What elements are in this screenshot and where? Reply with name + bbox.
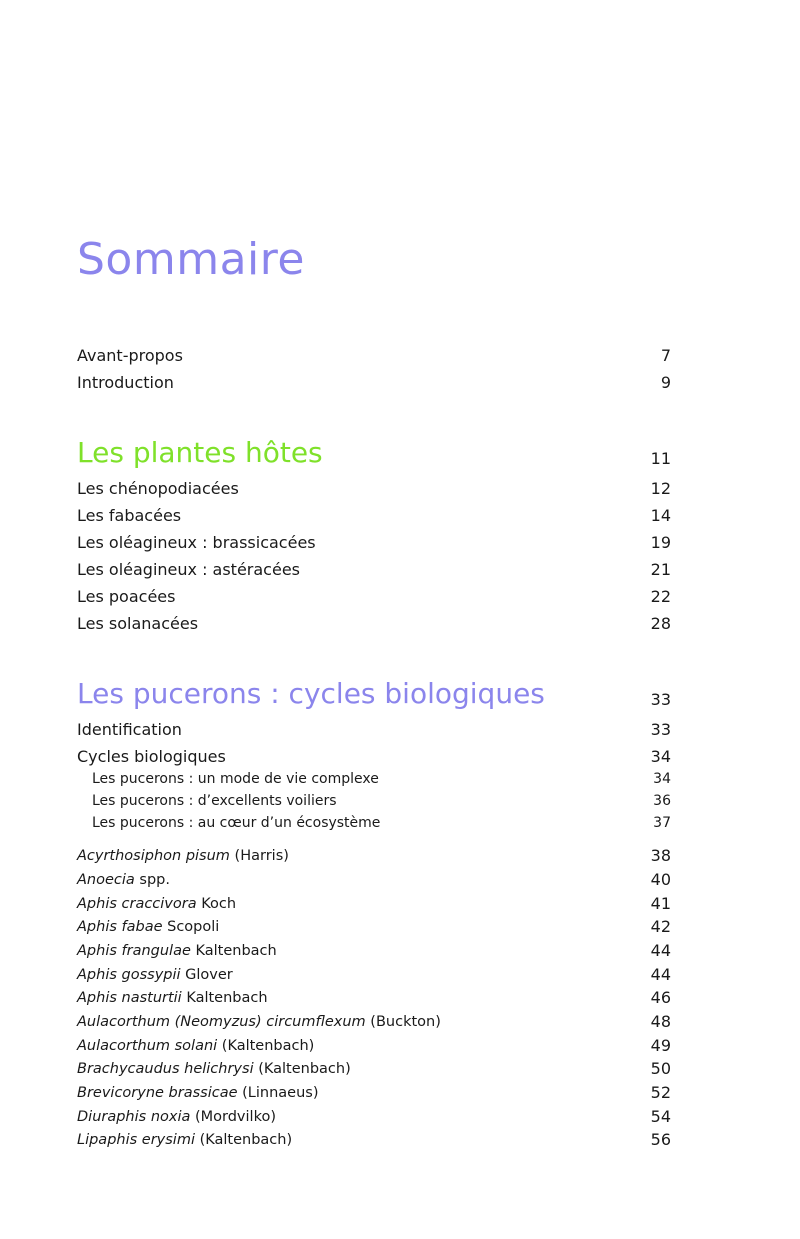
toc-species-entry[interactable] [77, 1058, 671, 1082]
toc-entry[interactable] [77, 344, 671, 368]
toc-entry[interactable] [77, 477, 671, 501]
toc-entry-label: Cycles biologiques [77, 747, 226, 766]
toc-subentry[interactable] [77, 812, 671, 836]
toc-species-entry[interactable] [77, 916, 671, 940]
toc-entry[interactable] [77, 612, 671, 636]
toc-entry-page: 40 [650, 870, 671, 889]
species-name: Aphis fabae [77, 919, 163, 935]
species-author: (Kaltenbach) [217, 1038, 315, 1054]
toc-entry-label: Les chénopodiacées [77, 479, 239, 498]
section-heading-pucerons[interactable] [77, 674, 671, 714]
species-name: Aphis gossypii [77, 967, 181, 983]
toc-entry-label: Introduction [77, 373, 174, 392]
species-name: Aphis craccivora [77, 896, 197, 912]
toc-entry-label: Les poacées [77, 587, 176, 606]
toc-subentry-label: Les pucerons : d’excellents voiliers [92, 793, 337, 809]
species-author: Scopoli [162, 919, 220, 935]
section-page: 11 [650, 449, 671, 468]
toc-entry[interactable] [77, 558, 671, 582]
toc-species-entry[interactable] [77, 845, 671, 869]
toc-subentry-page: 36 [653, 793, 671, 809]
toc-entry-label: Identification [77, 720, 182, 739]
toc-entry-page: 33 [650, 720, 671, 739]
species-author: (Mordvilko) [190, 1109, 276, 1125]
species-name: Aphis nasturtii [77, 990, 182, 1006]
toc-entry[interactable] [77, 531, 671, 555]
toc-species-entry[interactable] [77, 987, 671, 1011]
species-name: Acyrthosiphon pisum [77, 848, 230, 864]
species-author: (Kaltenbach) [194, 1132, 293, 1148]
toc-entry-label: Les oléagineux : astéracées [77, 560, 300, 579]
section-title: Les pucerons : cycles biologiques [77, 677, 545, 710]
toc-species-entry[interactable] [77, 1129, 671, 1153]
toc-subentry-page: 37 [653, 815, 671, 831]
species-author: (Buckton) [365, 1014, 441, 1030]
toc-entry-page: 46 [650, 988, 671, 1007]
toc-entry-label: Avant-propos [77, 346, 183, 365]
toc-entry-page: 34 [650, 747, 671, 766]
species-author: (Kaltenbach) [253, 1061, 351, 1077]
toc-species-entry[interactable] [77, 940, 671, 964]
toc-entry-page: 48 [650, 1012, 671, 1031]
toc-entry-page: 12 [650, 479, 671, 498]
toc-species-entry[interactable] [77, 964, 671, 988]
species-author: (Linnaeus) [237, 1085, 319, 1101]
toc-subentry-label: Les pucerons : un mode de vie complexe [92, 771, 379, 787]
toc-entry-page: 44 [650, 965, 671, 984]
species-name: Aulacorthum solani [77, 1038, 218, 1054]
toc-entry[interactable] [77, 371, 671, 395]
toc-entry-page: 50 [650, 1059, 671, 1078]
species-author: spp. [134, 872, 170, 888]
toc-entry[interactable] [77, 504, 671, 528]
toc-entry-page: 56 [650, 1130, 671, 1149]
toc-entry-page: 19 [650, 533, 671, 552]
toc-entry-page: 7 [660, 346, 671, 365]
toc-entry-page: 21 [650, 560, 671, 579]
toc-entry-page: 44 [650, 941, 671, 960]
toc-species-entry[interactable] [77, 1035, 671, 1059]
toc-species-entry[interactable] [77, 869, 671, 893]
toc-entry-label: Les fabacées [77, 506, 182, 525]
species-author: (Harris) [229, 848, 289, 864]
toc-species-entry[interactable] [77, 893, 671, 917]
toc-entry-page: 38 [650, 846, 671, 865]
species-author: Glover [180, 967, 233, 983]
toc-entry-page: 41 [650, 894, 671, 913]
toc-entry-page: 54 [650, 1107, 671, 1126]
toc-entry-page: 42 [650, 917, 671, 936]
species-name: Aphis frangulae [77, 943, 191, 959]
toc-entry-page: 14 [650, 506, 671, 525]
page-title: Sommaire [77, 234, 305, 285]
toc-species-entry[interactable] [77, 1106, 671, 1130]
toc-entry-label: Les oléagineux : brassicacées [77, 533, 316, 552]
toc-subentry[interactable] [77, 768, 671, 792]
toc-entry-page: 49 [650, 1036, 671, 1055]
toc-subentry-label: Les pucerons : au cœur d’un écosystème [92, 815, 381, 831]
toc-entry[interactable] [77, 745, 671, 769]
species-author: Kaltenbach [181, 990, 268, 1006]
species-name: Aulacorthum (Neomyzus) circumflexum [77, 1014, 366, 1030]
toc-species-entry[interactable] [77, 1011, 671, 1035]
toc-entry-page: 52 [650, 1083, 671, 1102]
toc-subentry-page: 34 [653, 771, 671, 787]
species-name: Brevicoryne brassicae [77, 1085, 238, 1101]
section-title: Les plantes hôtes [77, 436, 323, 469]
toc-entry[interactable] [77, 718, 671, 742]
species-name: Lipaphis erysimi [77, 1132, 195, 1148]
species-author: Koch [196, 896, 237, 912]
toc-entry-label: Les solanacées [77, 614, 199, 633]
toc-subentry[interactable] [77, 790, 671, 814]
toc-entry-page: 22 [650, 587, 671, 606]
toc-entry-page: 28 [650, 614, 671, 633]
species-name: Diuraphis noxia [77, 1109, 191, 1125]
species-name: Brachycaudus helichrysi [77, 1061, 254, 1077]
toc-entry-page: 9 [660, 373, 671, 392]
toc-entry[interactable] [77, 585, 671, 609]
species-name: Anoecia [77, 872, 135, 888]
section-heading-plants[interactable] [77, 433, 671, 473]
section-page: 33 [650, 690, 671, 709]
toc-species-entry[interactable] [77, 1082, 671, 1106]
species-author: Kaltenbach [190, 943, 277, 959]
